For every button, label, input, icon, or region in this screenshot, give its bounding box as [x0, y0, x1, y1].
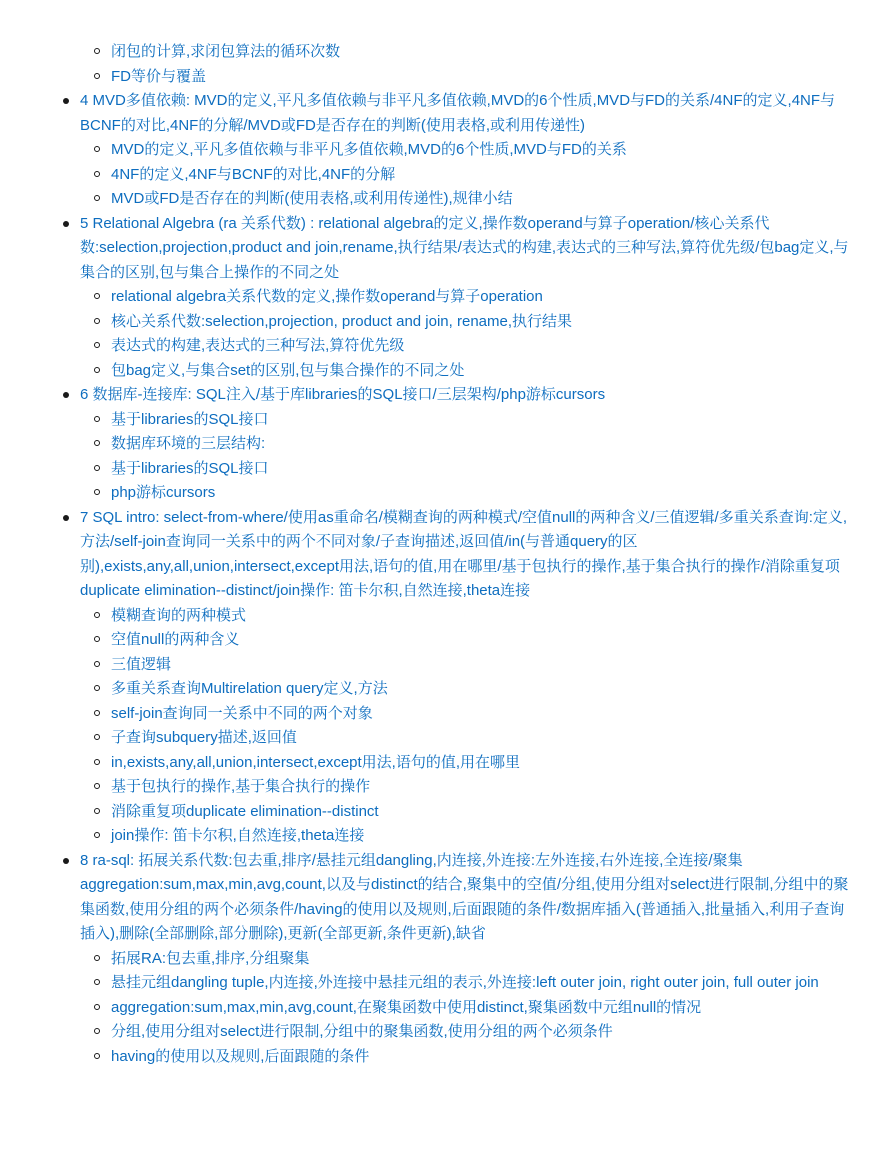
section-item [80, 212, 853, 384]
list-item [111, 824, 853, 849]
section-link[interactable]: 6 数据库-连接库: SQL注入/基于库libraries的SQL接口/三层架构/php游标cursors [80, 386, 606, 403]
list-item [111, 702, 853, 727]
toc-link[interactable]: php游标cursors [111, 484, 216, 501]
toc-link[interactable]: 包bag定义,与集合set的区别,包与集合操作的不同之处 [111, 361, 465, 379]
section-link[interactable]: 5 Relational Algebra (ra 关系代数) : relational algebra的定义,操作数operand与算子operation/核心关系代数:selection,projection,product and join,rename,执行结果/表达式的构建,表达式的三种写法,算符优先级/包bag定义,与集合的区别,包与集合上操作的不同之处 [80, 214, 849, 281]
toc-link[interactable]: 核心关系代数:selection,projection, product and join, rename,执行结果 [111, 312, 573, 330]
toc-link[interactable]: 4NF的定义,4NF与BCNF的对比,4NF的分解 [111, 165, 396, 183]
toc-link[interactable]: 模糊查询的两种模式 [111, 606, 247, 624]
list-item [111, 726, 853, 751]
list-item [111, 359, 853, 384]
toc-link[interactable]: aggregation:sum,max,min,avg,count,在聚集函数中使用distinct,聚集函数中元组null的情况 [111, 998, 702, 1016]
list-item [111, 775, 853, 800]
toc-link[interactable]: 闭包的计算,求闭包算法的循环次数 [111, 43, 341, 60]
list-item [111, 653, 853, 678]
section-link[interactable]: 4 MVD多值依赖: MVD的定义,平凡多值依赖与非平凡多值依赖,MVD的6个性质,MVD与FD的关系/4NF的定义,4NF与BCNF的对比,4NF的分解/MVD或FD是否存在的判断(使用表格,或利用传递性) [80, 92, 836, 134]
toc-link[interactable]: 基于libraries的SQL接口 [111, 410, 269, 428]
toc-link[interactable]: MVD或FD是否存在的判断(使用表格,或利用传递性),规律小结 [111, 190, 513, 207]
list-item [111, 187, 853, 212]
toc-list [40, 89, 853, 1069]
toc-link[interactable]: 三值逻辑 [111, 655, 172, 673]
toc-link[interactable]: 空值null的两种含义 [111, 631, 240, 648]
toc-link[interactable]: 消除重复项duplicate elimination--distinct [111, 802, 379, 820]
section-item [80, 383, 853, 506]
sub-list [80, 408, 853, 506]
list-item [111, 457, 853, 482]
list-item [111, 432, 853, 457]
toc-link[interactable]: having的使用以及规则,后面跟随的条件 [111, 1047, 370, 1065]
toc-link[interactable]: 基于包执行的操作,基于集合执行的操作 [111, 778, 371, 795]
section-item [80, 89, 853, 212]
section-link[interactable]: 8 ra-sql: 拓展关系代数:包去重,排序/悬挂元组dangling,内连接,外连接:左外连接,右外连接,全连接/聚集aggregation:sum,max,min,avg,count,以及与distinct的结合,聚集中的空值/分组,使用分组对select进行限制,分组中的聚集函数,使用分组的两个必须条件/having的使用以及规则,后面跟随的条件/数据库插入(普通插入,批量插入,利用子查询插入),删除(全部删除,部分删除),更新(全部更新,条件更新),缺省 [80, 851, 849, 942]
toc-link[interactable]: 数据库环境的三层结构: [111, 435, 266, 452]
sub-list [80, 138, 853, 212]
toc-link[interactable]: MVD的定义,平凡多值依赖与非平凡多值依赖,MVD的6个性质,MVD与FD的关系 [111, 141, 627, 158]
section-item [80, 506, 853, 849]
toc-link[interactable]: 表达式的构建,表达式的三种写法,算符优先级 [111, 337, 405, 354]
list-item [111, 163, 853, 188]
list-item [111, 947, 853, 972]
toc-link[interactable]: 悬挂元组dangling tuple,内连接,外连接中悬挂元组的表示,外连接:left outer join, right outer join, full outer join [111, 974, 819, 991]
list-item [111, 40, 853, 65]
list-item [111, 65, 853, 90]
list-item [111, 996, 853, 1021]
toc-link[interactable]: 子查询subquery描述,返回值 [111, 729, 297, 746]
list-item [111, 408, 853, 433]
section-item [80, 849, 853, 1070]
list-item [111, 604, 853, 629]
list-item [111, 800, 853, 825]
toc-link[interactable]: 基于libraries的SQL接口 [111, 459, 269, 477]
toc-link[interactable]: join操作: 笛卡尔积,自然连接,theta连接 [111, 827, 365, 844]
list-item [111, 310, 853, 335]
sub-list [80, 604, 853, 849]
toc-link[interactable]: 分组,使用分组对select进行限制,分组中的聚集函数,使用分组的两个必须条件 [111, 1023, 613, 1040]
toc-link[interactable]: 拓展RA:包去重,排序,分组聚集 [111, 949, 310, 967]
toc-link[interactable]: in,exists,any,all,union,intersect,except用法,语句的值,用在哪里 [111, 753, 521, 771]
sub-list [80, 285, 853, 383]
list-item [111, 628, 853, 653]
list-item [111, 1020, 853, 1045]
list-item [111, 677, 853, 702]
sub-list [80, 947, 853, 1070]
list-item [111, 481, 853, 506]
section-link[interactable]: 7 SQL intro: select-from-where/使用as重命名/模糊查询的两种模式/空值null的两种含义/三值逻辑/多重关系查询:定义,方法/self-join查询同一关系中的两个不同对象/子查询描述,返回值/in(与普通query的区别),exists,any,all,union,intersect,except用法,语句的值,用在哪里/基于包执行的操作,基于集合执行的操作/消除重复项duplicate elimination--distinct/join操作: 笛卡尔积,自然连接,theta连接 [80, 508, 848, 599]
list-item [111, 334, 853, 359]
list-item [111, 1045, 853, 1070]
list-item [111, 285, 853, 310]
toc-link[interactable]: FD等价与覆盖 [111, 67, 206, 85]
toc-link[interactable]: 多重关系查询Multirelation query定义,方法 [111, 680, 388, 697]
list-item [111, 751, 853, 776]
top-sublist [40, 40, 853, 89]
list-item [111, 138, 853, 163]
toc-link[interactable]: self-join查询同一关系中不同的两个对象 [111, 704, 373, 722]
list-item [111, 971, 853, 996]
toc-link[interactable]: relational algebra关系代数的定义,操作数operand与算子operation [111, 288, 543, 305]
